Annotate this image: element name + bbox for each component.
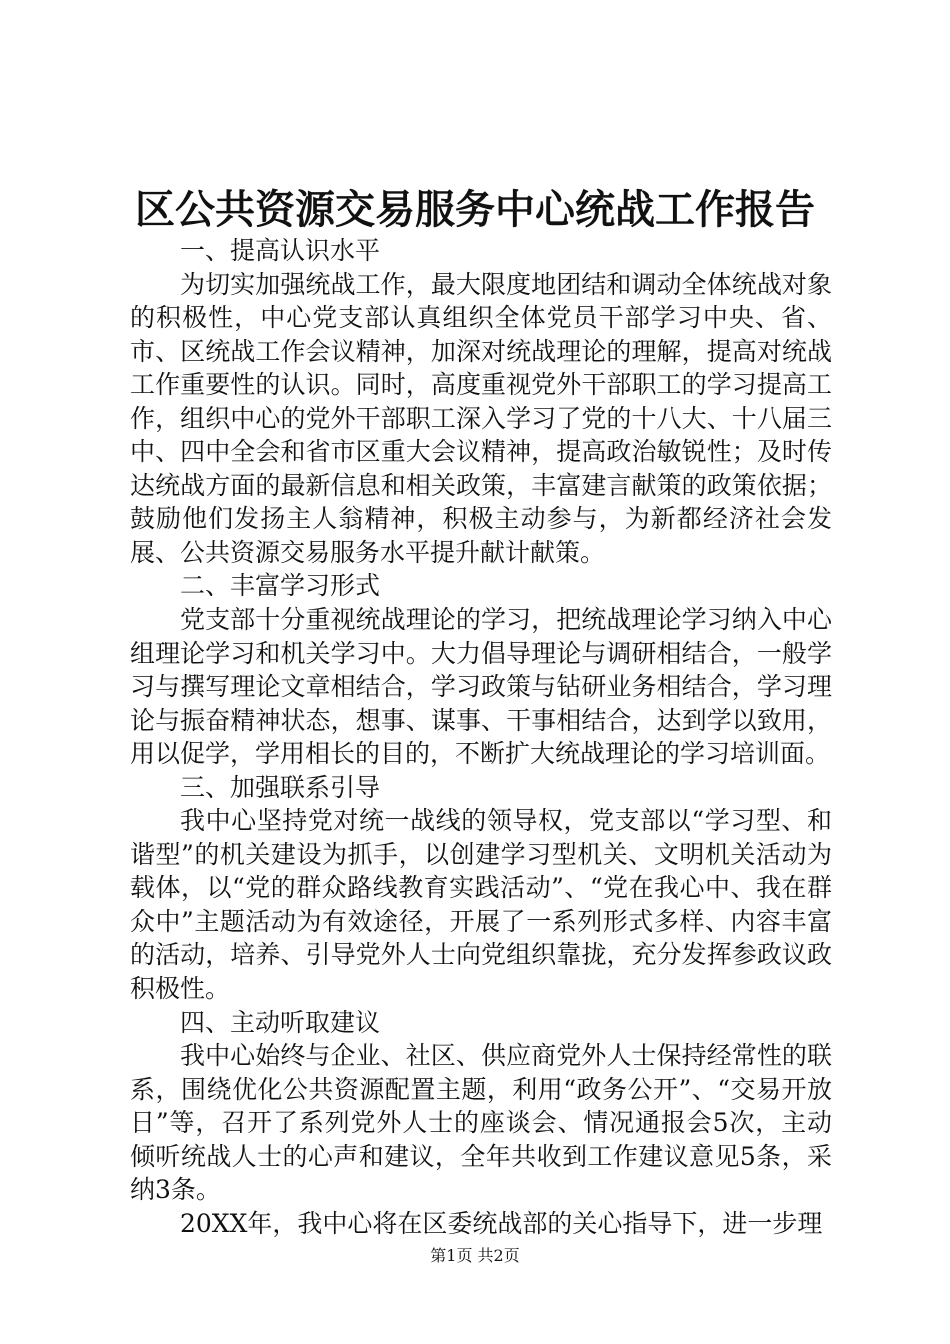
section-paragraph-2: 党支部十分重视统战理论的学习，把统战理论学习纳入中心组理论学习和机关学习中。大力倡导理论与调研相结合，一般学习与撰写理论文章相结合，学习政策与钻研业务相结合，学习理论与振奋精神状态，想事、谋事、干事相结合，达到学以致用，用以促学，学用相长的目的，不断扩大统战理论的学习培训面。 bbox=[130, 605, 832, 769]
section-paragraph-1: 为切实加强统战工作，最大限度地团结和调动全体统战对象的积极性，中心党支部认真组织全体党员干部学习中央、省、市、区统战工作会议精神，加深对统战理论的理解，提高对统战工作重要性的认识。同时，高度重视党外干部职工的学习提高工作，组织中心的党外干部职工深入学习了党的十八大、十八届三中、四中全会和省市区重大会议精神，提高政治敏锐性；及时传达统战方面的最新信息和相关政策，丰富建言献策的政策依据；鼓励他们发扬主人翁精神，积极主动参与，为新都经济社会发展、公共资源交易服务水平提升献计献策。 bbox=[130, 269, 832, 567]
section-heading-4: 四、主动听取建议 bbox=[180, 1007, 381, 1037]
section-paragraph-4: 我中心始终与企业、社区、供应商党外人士保持经常性的联系，围绕优化公共资源配置主题，利用“政务公开”、“交易开放日”等，召开了系列党外人士的座谈会、情况通报会5次，主动倾听统战人士的心声和建议，全年共收到工作建议意见5条，采纳3条。 bbox=[130, 1041, 832, 1205]
page-number-footer: 第1页 共2页 bbox=[430, 1246, 520, 1265]
section-heading-2: 二、丰富学习形式 bbox=[180, 571, 381, 601]
section-heading-1: 一、提高认识水平 bbox=[180, 236, 381, 265]
document-title: 区公共资源交易服务中心统战工作报告 bbox=[135, 186, 815, 233]
document-body bbox=[130, 234, 832, 1240]
closing-paragraph: 20XX年，我中心将在区委统战部的关心指导下，进一步理 bbox=[180, 1208, 823, 1238]
section-heading-3: 三、加强联系引导 bbox=[180, 772, 381, 802]
section-paragraph-3: 我中心坚持党对统一战线的领导权，党支部以“学习型、和谐型”的机关建设为抓手，以创建学习型机关、文明机关活动为载体，以“党的群众路线教育实践活动”、“党在我心中、我在群众中”主题活动为有效途径，开展了一系列形式多样、内容丰富的活动，培养、引导党外人士向党组织靠拢，充分发挥参政议政积极性。 bbox=[130, 806, 832, 1004]
